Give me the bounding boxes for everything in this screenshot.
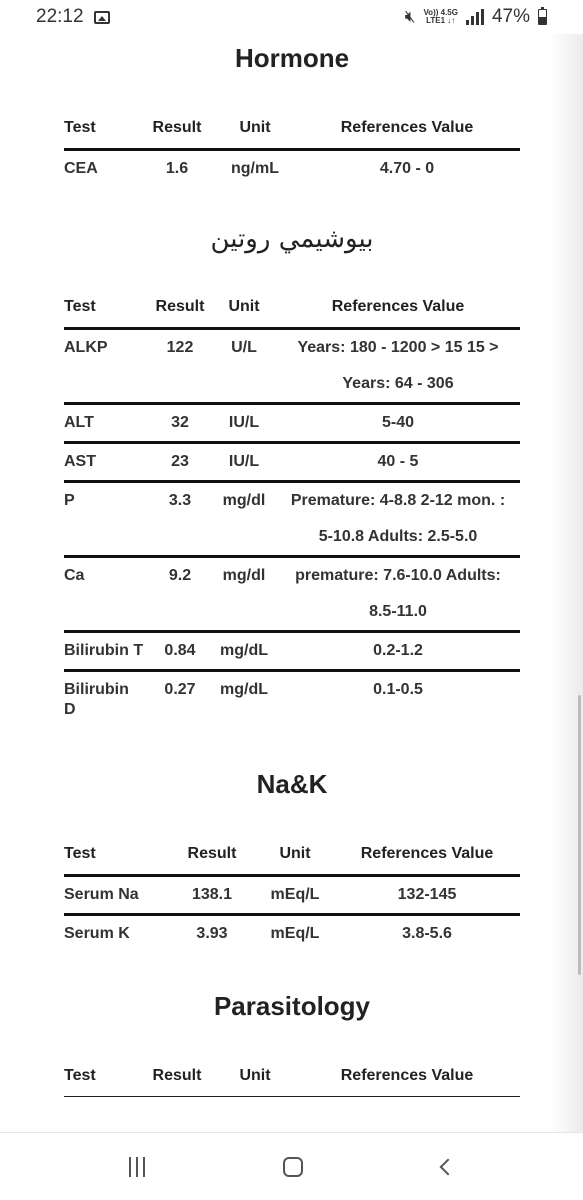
section-title-hormone: Hormone	[234, 43, 350, 73]
cell-reference: 0.2-1.2	[373, 642, 423, 659]
network-bottom-label: LTE1 ↓↑	[426, 16, 456, 25]
reference-line: 8.5-11.0	[369, 603, 427, 620]
reference-line: Years: 180 - 1200 > 15 15 >	[297, 339, 499, 356]
cell-unit: IU/L	[228, 414, 260, 431]
table-header-row	[64, 1056, 520, 1097]
table-header-row	[64, 108, 520, 150]
cell-reference	[276, 482, 520, 557]
table-row	[64, 404, 520, 443]
network-indicator	[423, 9, 458, 25]
back-icon[interactable]	[439, 1158, 456, 1175]
scrollbar[interactable]	[578, 695, 581, 975]
cell-reference	[276, 557, 520, 632]
cell-result: 3.93	[196, 925, 228, 942]
image-notification-icon	[94, 11, 110, 24]
header-references: References Value	[340, 1067, 474, 1084]
mute-icon: 🔇︎	[404, 7, 416, 26]
reference-line: Premature: 4-8.8 2-12 mon. :	[290, 492, 506, 509]
cell-unit: mg/dL	[220, 642, 268, 659]
status-time: 22:12	[36, 6, 84, 27]
cell-result: 1.6	[165, 160, 189, 177]
cell-unit: IU/L	[228, 453, 260, 470]
status-left	[36, 6, 110, 28]
cell-reference: 5-40	[381, 414, 415, 431]
table-row	[64, 443, 520, 482]
recent-apps-icon[interactable]	[129, 1157, 145, 1177]
cell-reference: 40 - 5	[377, 453, 419, 470]
section-title-routine-biochemistry: بيوشيمي روتين	[210, 224, 374, 254]
table-row	[64, 632, 520, 671]
parasitology-table	[64, 1056, 520, 1097]
cell-reference: 0.1-0.5	[373, 681, 423, 698]
cell-reference: 132-145	[397, 886, 457, 903]
cell-reference: 4.70 - 0	[379, 160, 435, 177]
cell-test: ALT	[64, 414, 94, 431]
cell-unit: mEq/L	[270, 925, 320, 942]
hormone-table	[64, 108, 520, 187]
cell-unit: mg/dL	[220, 681, 268, 698]
report-content[interactable]	[64, 34, 520, 1132]
header-test: Test	[64, 119, 96, 136]
table-header-row	[64, 834, 520, 876]
status-right	[405, 6, 547, 28]
table-row	[64, 876, 520, 915]
cell-result: 23	[171, 453, 189, 470]
table-header-row	[64, 287, 520, 329]
reference-line: 5-10.8 Adults: 2.5-5.0	[318, 528, 478, 545]
cell-test: Bilirubin D	[64, 681, 129, 718]
cell-result: 122	[166, 339, 194, 356]
cell-test: CEA	[64, 160, 98, 177]
table-row	[64, 915, 520, 953]
cell-reference: 3.8-5.6	[402, 925, 452, 942]
cell-result: 138.1	[191, 886, 233, 903]
nak-table	[64, 834, 520, 952]
cell-test: Serum Na	[64, 886, 139, 903]
table-row	[64, 329, 520, 404]
header-references: References Value	[331, 298, 465, 315]
cell-unit: mg/dl	[222, 567, 266, 584]
header-test: Test	[64, 845, 96, 862]
cell-test: ALKP	[64, 339, 108, 356]
header-references: References Value	[360, 845, 494, 862]
header-test: Test	[64, 298, 96, 315]
header-references: References Value	[340, 119, 474, 136]
header-result: Result	[152, 1067, 202, 1084]
cell-test: Bilirubin T	[64, 642, 144, 659]
header-unit: Unit	[239, 1067, 271, 1084]
cell-test: P	[64, 492, 75, 509]
cell-test: AST	[64, 453, 96, 470]
biochemistry-table	[64, 287, 520, 728]
table-row	[64, 150, 520, 188]
header-unit: Unit	[239, 119, 271, 136]
home-icon[interactable]	[283, 1157, 303, 1177]
cell-unit: ng/mL	[231, 160, 279, 177]
cell-test: Ca	[64, 567, 85, 584]
header-test: Test	[64, 1067, 96, 1084]
table-row	[64, 482, 520, 557]
cell-result: 32	[171, 414, 189, 431]
signal-icon	[466, 9, 484, 25]
cell-unit: U/L	[231, 339, 257, 356]
table-row	[64, 557, 520, 632]
reference-line: premature: 7.6-10.0 Adults:	[295, 567, 501, 584]
section-title-parasitology: Parasitology	[213, 991, 371, 1021]
header-result: Result	[152, 119, 202, 136]
battery-icon	[538, 9, 547, 25]
cell-result: 0.84	[164, 642, 196, 659]
cell-unit: mg/dl	[222, 492, 266, 509]
section-title-nak: Na&K	[256, 769, 328, 799]
cell-unit: mEq/L	[270, 886, 320, 903]
network-top-label: Vo)) 4.5G	[423, 8, 458, 17]
table-row	[64, 671, 520, 729]
header-unit: Unit	[228, 298, 260, 315]
cell-test: Serum K	[64, 925, 130, 942]
battery-percent: 47%	[491, 6, 530, 27]
status-bar	[0, 0, 583, 34]
cell-result: 3.3	[168, 492, 192, 509]
cell-result: 0.27	[164, 681, 196, 698]
navigation-bar	[0, 1132, 583, 1200]
header-unit: Unit	[279, 845, 311, 862]
cell-result: 9.2	[168, 567, 192, 584]
cell-reference	[276, 329, 520, 404]
header-result: Result	[187, 845, 237, 862]
reference-line: Years: 64 - 306	[342, 375, 454, 392]
header-result: Result	[155, 298, 205, 315]
